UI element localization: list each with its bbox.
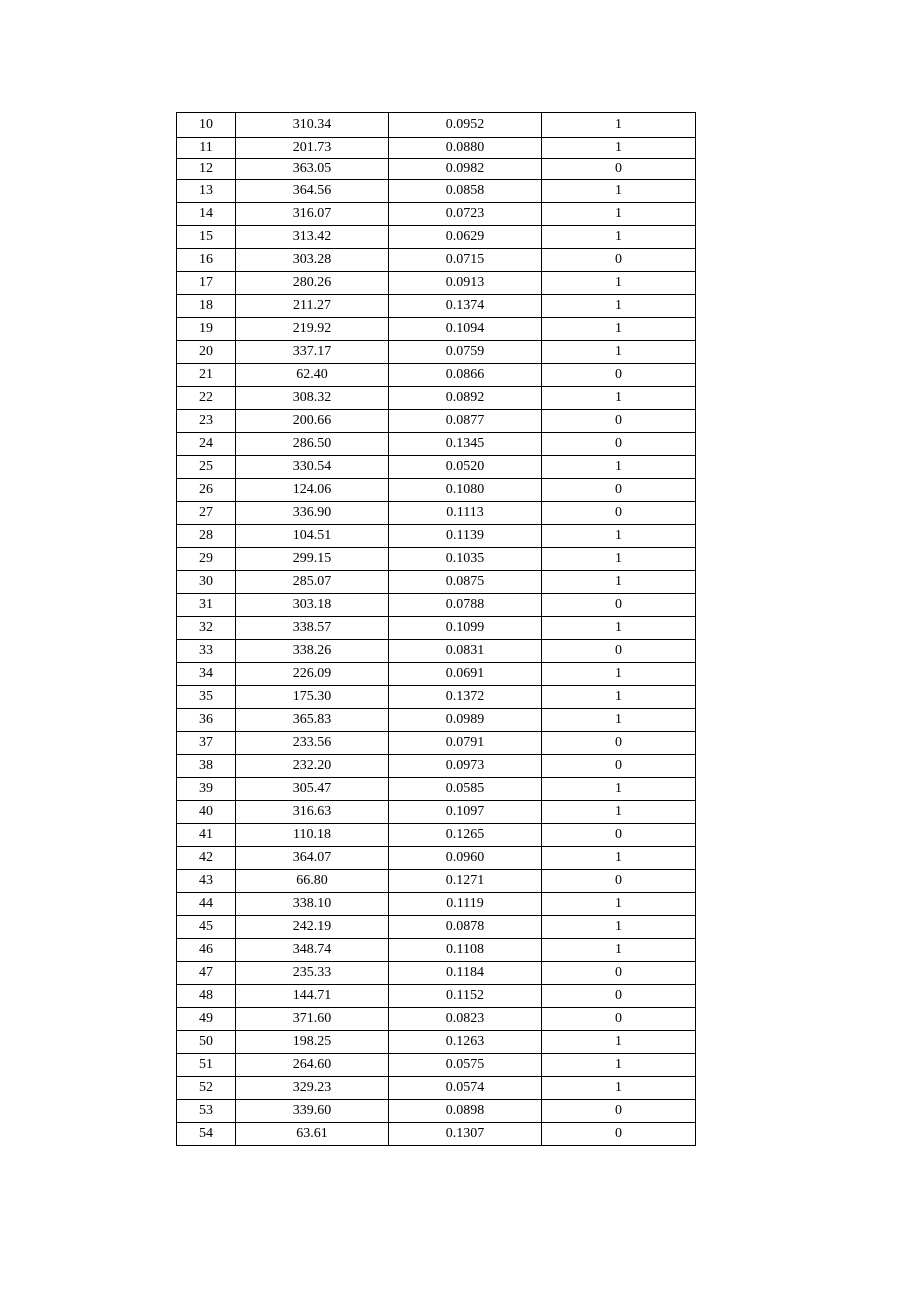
- rate-cell: 0.0989: [389, 709, 542, 732]
- rate-cell: 0.1035: [389, 548, 542, 571]
- row-index-cell: 36: [177, 709, 236, 732]
- flag-cell: 1: [542, 663, 696, 686]
- value-cell: 175.30: [236, 686, 389, 709]
- row-index-cell: 23: [177, 410, 236, 433]
- flag-cell: 0: [542, 985, 696, 1008]
- value-cell: 264.60: [236, 1054, 389, 1077]
- value-cell: 124.06: [236, 479, 389, 502]
- rate-cell: 0.0575: [389, 1054, 542, 1077]
- rate-cell: 0.1094: [389, 318, 542, 341]
- value-cell: 280.26: [236, 272, 389, 295]
- rate-cell: 0.0715: [389, 249, 542, 272]
- flag-cell: 0: [542, 364, 696, 387]
- table-row: [177, 893, 696, 916]
- rate-cell: 0.0585: [389, 778, 542, 801]
- table-row: [177, 870, 696, 893]
- value-cell: 363.05: [236, 159, 389, 180]
- value-cell: 348.74: [236, 939, 389, 962]
- rate-cell: 0.0723: [389, 203, 542, 226]
- rate-cell: 0.0759: [389, 341, 542, 364]
- table-row: [177, 1008, 696, 1031]
- value-cell: 144.71: [236, 985, 389, 1008]
- row-index-cell: 44: [177, 893, 236, 916]
- table-row: [177, 159, 696, 180]
- value-cell: 313.42: [236, 226, 389, 249]
- rate-cell: 0.1097: [389, 801, 542, 824]
- rate-cell: 0.1152: [389, 985, 542, 1008]
- value-cell: 336.90: [236, 502, 389, 525]
- rate-cell: 0.0898: [389, 1100, 542, 1123]
- flag-cell: 1: [542, 226, 696, 249]
- flag-cell: 1: [542, 1031, 696, 1054]
- value-cell: 371.60: [236, 1008, 389, 1031]
- row-index-cell: 29: [177, 548, 236, 571]
- rate-cell: 0.0574: [389, 1077, 542, 1100]
- row-index-cell: 30: [177, 571, 236, 594]
- flag-cell: 0: [542, 732, 696, 755]
- table-row: [177, 341, 696, 364]
- value-cell: 286.50: [236, 433, 389, 456]
- rate-cell: 0.0875: [389, 571, 542, 594]
- rate-cell: 0.1099: [389, 617, 542, 640]
- value-cell: 316.07: [236, 203, 389, 226]
- value-cell: 226.09: [236, 663, 389, 686]
- table-row: [177, 318, 696, 341]
- row-index-cell: 41: [177, 824, 236, 847]
- row-index-cell: 24: [177, 433, 236, 456]
- flag-cell: 0: [542, 870, 696, 893]
- value-cell: 305.47: [236, 778, 389, 801]
- rate-cell: 0.0858: [389, 180, 542, 203]
- flag-cell: 1: [542, 456, 696, 479]
- table-row: [177, 180, 696, 203]
- row-index-cell: 25: [177, 456, 236, 479]
- flag-cell: 1: [542, 341, 696, 364]
- row-index-cell: 49: [177, 1008, 236, 1031]
- value-cell: 337.17: [236, 341, 389, 364]
- table-row: [177, 594, 696, 617]
- row-index-cell: 45: [177, 916, 236, 939]
- row-index-cell: 27: [177, 502, 236, 525]
- flag-cell: 1: [542, 138, 696, 159]
- table-row: [177, 456, 696, 479]
- row-index-cell: 42: [177, 847, 236, 870]
- table-row: [177, 916, 696, 939]
- table-row: [177, 249, 696, 272]
- table-row: [177, 203, 696, 226]
- table-row: [177, 1077, 696, 1100]
- flag-cell: 1: [542, 180, 696, 203]
- value-cell: 62.40: [236, 364, 389, 387]
- value-cell: 308.32: [236, 387, 389, 410]
- flag-cell: 1: [542, 203, 696, 226]
- value-cell: 242.19: [236, 916, 389, 939]
- rate-cell: 0.1113: [389, 502, 542, 525]
- row-index-cell: 50: [177, 1031, 236, 1054]
- rate-cell: 0.0877: [389, 410, 542, 433]
- table-row: [177, 1054, 696, 1077]
- value-cell: 219.92: [236, 318, 389, 341]
- table-row: [177, 1123, 696, 1146]
- table-row: [177, 709, 696, 732]
- rate-cell: 0.0913: [389, 272, 542, 295]
- row-index-cell: 43: [177, 870, 236, 893]
- row-index-cell: 11: [177, 138, 236, 159]
- table-row: [177, 295, 696, 318]
- row-index-cell: 20: [177, 341, 236, 364]
- value-cell: 285.07: [236, 571, 389, 594]
- value-cell: 233.56: [236, 732, 389, 755]
- flag-cell: 0: [542, 433, 696, 456]
- flag-cell: 1: [542, 801, 696, 824]
- table-row: [177, 640, 696, 663]
- value-cell: 232.20: [236, 755, 389, 778]
- row-index-cell: 48: [177, 985, 236, 1008]
- table-row: [177, 755, 696, 778]
- flag-cell: 0: [542, 594, 696, 617]
- flag-cell: 1: [542, 847, 696, 870]
- value-cell: 235.33: [236, 962, 389, 985]
- table-row: [177, 732, 696, 755]
- flag-cell: 0: [542, 755, 696, 778]
- rate-cell: 0.1184: [389, 962, 542, 985]
- row-index-cell: 54: [177, 1123, 236, 1146]
- rate-cell: 0.1080: [389, 479, 542, 502]
- value-cell: 303.28: [236, 249, 389, 272]
- value-cell: 310.34: [236, 113, 389, 138]
- row-index-cell: 35: [177, 686, 236, 709]
- table-row: [177, 548, 696, 571]
- rate-cell: 0.0973: [389, 755, 542, 778]
- data-table: [176, 112, 696, 1146]
- flag-cell: 1: [542, 686, 696, 709]
- table-row: [177, 801, 696, 824]
- table-row: [177, 364, 696, 387]
- value-cell: 104.51: [236, 525, 389, 548]
- flag-cell: 1: [542, 709, 696, 732]
- row-index-cell: 10: [177, 113, 236, 138]
- value-cell: 299.15: [236, 548, 389, 571]
- table-row: [177, 433, 696, 456]
- value-cell: 110.18: [236, 824, 389, 847]
- table-row: [177, 686, 696, 709]
- rate-cell: 0.0878: [389, 916, 542, 939]
- flag-cell: 1: [542, 113, 696, 138]
- rate-cell: 0.1265: [389, 824, 542, 847]
- table-row: [177, 387, 696, 410]
- row-index-cell: 18: [177, 295, 236, 318]
- table-row: [177, 138, 696, 159]
- value-cell: 303.18: [236, 594, 389, 617]
- row-index-cell: 47: [177, 962, 236, 985]
- table-row: [177, 617, 696, 640]
- table-body: [177, 113, 696, 1146]
- value-cell: 316.63: [236, 801, 389, 824]
- table-row: [177, 410, 696, 433]
- value-cell: 329.23: [236, 1077, 389, 1100]
- table-row: [177, 525, 696, 548]
- table-row: [177, 778, 696, 801]
- flag-cell: 0: [542, 249, 696, 272]
- row-index-cell: 26: [177, 479, 236, 502]
- value-cell: 338.10: [236, 893, 389, 916]
- rate-cell: 0.0880: [389, 138, 542, 159]
- flag-cell: 0: [542, 1100, 696, 1123]
- rate-cell: 0.1374: [389, 295, 542, 318]
- rate-cell: 0.0982: [389, 159, 542, 180]
- row-index-cell: 22: [177, 387, 236, 410]
- rate-cell: 0.1271: [389, 870, 542, 893]
- row-index-cell: 46: [177, 939, 236, 962]
- value-cell: 364.56: [236, 180, 389, 203]
- row-index-cell: 52: [177, 1077, 236, 1100]
- rate-cell: 0.0691: [389, 663, 542, 686]
- value-cell: 211.27: [236, 295, 389, 318]
- rate-cell: 0.1345: [389, 433, 542, 456]
- rate-cell: 0.1372: [389, 686, 542, 709]
- flag-cell: 0: [542, 824, 696, 847]
- flag-cell: 1: [542, 571, 696, 594]
- value-cell: 201.73: [236, 138, 389, 159]
- table-row: [177, 113, 696, 138]
- table-row: [177, 1100, 696, 1123]
- rate-cell: 0.0831: [389, 640, 542, 663]
- flag-cell: 0: [542, 410, 696, 433]
- flag-cell: 1: [542, 1077, 696, 1100]
- row-index-cell: 40: [177, 801, 236, 824]
- flag-cell: 0: [542, 479, 696, 502]
- rate-cell: 0.0823: [389, 1008, 542, 1031]
- row-index-cell: 21: [177, 364, 236, 387]
- row-index-cell: 19: [177, 318, 236, 341]
- flag-cell: 1: [542, 525, 696, 548]
- table-row: [177, 939, 696, 962]
- flag-cell: 0: [542, 502, 696, 525]
- table-row: [177, 824, 696, 847]
- rate-cell: 0.0520: [389, 456, 542, 479]
- flag-cell: 0: [542, 962, 696, 985]
- value-cell: 338.26: [236, 640, 389, 663]
- row-index-cell: 15: [177, 226, 236, 249]
- value-cell: 330.54: [236, 456, 389, 479]
- flag-cell: 0: [542, 1008, 696, 1031]
- table-row: [177, 1031, 696, 1054]
- flag-cell: 0: [542, 159, 696, 180]
- flag-cell: 1: [542, 778, 696, 801]
- rate-cell: 0.0788: [389, 594, 542, 617]
- row-index-cell: 53: [177, 1100, 236, 1123]
- table-row: [177, 663, 696, 686]
- row-index-cell: 28: [177, 525, 236, 548]
- flag-cell: 1: [542, 387, 696, 410]
- value-cell: 365.83: [236, 709, 389, 732]
- row-index-cell: 17: [177, 272, 236, 295]
- row-index-cell: 34: [177, 663, 236, 686]
- flag-cell: 1: [542, 295, 696, 318]
- rate-cell: 0.0791: [389, 732, 542, 755]
- flag-cell: 1: [542, 916, 696, 939]
- row-index-cell: 33: [177, 640, 236, 663]
- table-row: [177, 962, 696, 985]
- value-cell: 338.57: [236, 617, 389, 640]
- table-row: [177, 502, 696, 525]
- row-index-cell: 37: [177, 732, 236, 755]
- flag-cell: 1: [542, 318, 696, 341]
- table-row: [177, 847, 696, 870]
- row-index-cell: 14: [177, 203, 236, 226]
- row-index-cell: 38: [177, 755, 236, 778]
- flag-cell: 0: [542, 640, 696, 663]
- flag-cell: 1: [542, 548, 696, 571]
- rate-cell: 0.1119: [389, 893, 542, 916]
- rate-cell: 0.0952: [389, 113, 542, 138]
- table-row: [177, 226, 696, 249]
- row-index-cell: 16: [177, 249, 236, 272]
- row-index-cell: 32: [177, 617, 236, 640]
- row-index-cell: 31: [177, 594, 236, 617]
- row-index-cell: 51: [177, 1054, 236, 1077]
- rate-cell: 0.1307: [389, 1123, 542, 1146]
- flag-cell: 0: [542, 1123, 696, 1146]
- rate-cell: 0.0866: [389, 364, 542, 387]
- flag-cell: 1: [542, 617, 696, 640]
- value-cell: 63.61: [236, 1123, 389, 1146]
- flag-cell: 1: [542, 1054, 696, 1077]
- table-row: [177, 272, 696, 295]
- table-row: [177, 479, 696, 502]
- flag-cell: 1: [542, 939, 696, 962]
- rate-cell: 0.0892: [389, 387, 542, 410]
- rate-cell: 0.0629: [389, 226, 542, 249]
- rate-cell: 0.0960: [389, 847, 542, 870]
- table-row: [177, 985, 696, 1008]
- flag-cell: 1: [542, 272, 696, 295]
- row-index-cell: 12: [177, 159, 236, 180]
- rate-cell: 0.1263: [389, 1031, 542, 1054]
- value-cell: 364.07: [236, 847, 389, 870]
- value-cell: 339.60: [236, 1100, 389, 1123]
- rate-cell: 0.1108: [389, 939, 542, 962]
- table-row: [177, 571, 696, 594]
- rate-cell: 0.1139: [389, 525, 542, 548]
- row-index-cell: 13: [177, 180, 236, 203]
- value-cell: 198.25: [236, 1031, 389, 1054]
- value-cell: 200.66: [236, 410, 389, 433]
- row-index-cell: 39: [177, 778, 236, 801]
- value-cell: 66.80: [236, 870, 389, 893]
- flag-cell: 1: [542, 893, 696, 916]
